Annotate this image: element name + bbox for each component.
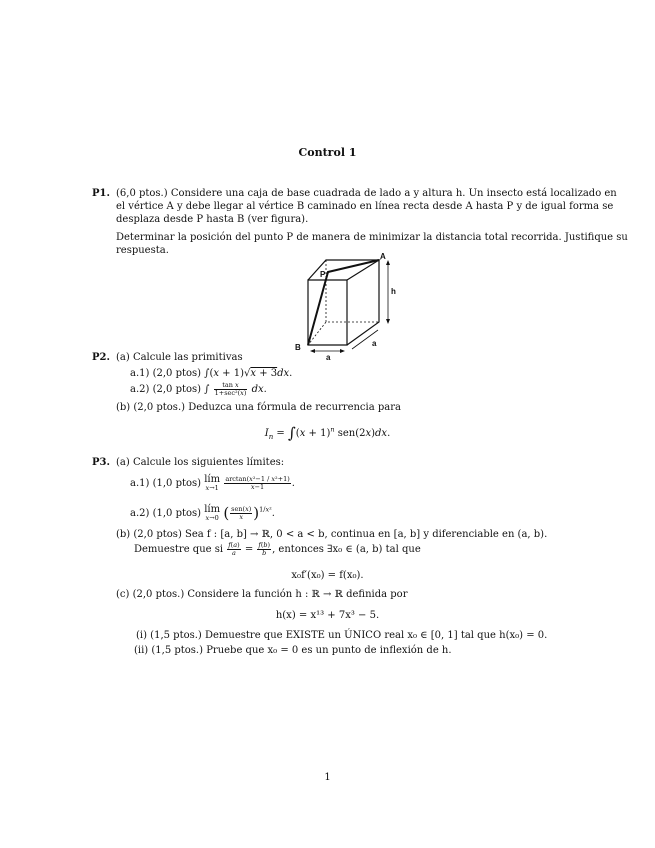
p1-text-line-5: respuesta.	[116, 245, 169, 256]
height-h-label: h	[391, 287, 396, 296]
problem-1-label: P1.	[92, 188, 110, 199]
problem-2-label: P2.	[92, 352, 110, 363]
p3-c-equation: h(x) = x¹³ + 7x³ − 5.	[275, 610, 380, 621]
p2-a1-formula: ∫(x + 1)√x + 3dx.	[204, 368, 293, 379]
side-a-label-side: a	[372, 339, 377, 348]
p2-part-b-heading: (b) (2,0 ptos.) Deduzca una fórmula de recurrencia para	[116, 402, 401, 413]
p1-text-line-3: desplaza desde P hasta B (ver figura).	[116, 214, 309, 225]
document-title: Control 1	[298, 146, 357, 159]
p3-b-prefix: Demuestre que si	[134, 543, 224, 555]
p3-a2-limit: lím x→0	[204, 504, 221, 523]
p3-b-suffix: , entonces ∃x₀ ∈ (a, b) tal que	[272, 543, 421, 555]
p3-a1-prefix: a.1) (1,0 ptos)	[130, 477, 202, 489]
p2-part-a-heading: (a) Calcule las primitivas	[116, 352, 243, 363]
p3-part-a-heading: (a) Calcule los siguientes límites:	[116, 457, 285, 468]
box-figure	[290, 250, 400, 360]
p3-a1-fraction: $\frac{\text{arctan(x²−1 / x²+1)}}{x-1}$	[225, 474, 290, 491]
p2-a2-formula: ∫ $\frac{\text{tan x}}{\text{1+sec²(x)}}$ dx.	[204, 381, 267, 397]
p3-a2-item: a.2) (1,0 ptos) lím x→0 ( $\frac{\text{sen(x)}}{x}$ )$^{1/x^2}$.	[130, 504, 275, 523]
p3-a1-limit: lím x→1	[204, 474, 221, 492]
p3-part-b-line-1: (b) (2,0 ptos) Sea f : [a, b] → ℝ, 0 < a < b, continua en [a, b] y diferenciable en (a, b).	[116, 529, 548, 540]
p3-b-equation: x₀f′(x₀) = f(x₀).	[291, 570, 364, 581]
p3-part-b-line-2: Demuestre que si $\frac{f(a)}{a}$ = $\frac{f(b)}{b}$ , entonces ∃x₀ ∈ (a, b) tal que	[134, 541, 421, 557]
p1-text-line-4: Determinar la posición del punto P de manera de minimizar la distancia total recorrida. Justifique su	[116, 232, 628, 243]
p2-recurrence-equation: $I_n = \int(x + 1)^n$ sen(2x)dx.	[264, 424, 391, 442]
vertex-A-label: A	[380, 252, 386, 261]
p1-text-line-2: el vértice A y debe llegar al vértice B caminado en línea recta desde A hasta P y de igual forma se	[116, 201, 614, 212]
p3-part-c-line-1: (c) (2,0 ptos.) Considere la función h : ℝ → ℝ definida por	[116, 589, 408, 600]
side-a-label-front: a	[326, 353, 331, 360]
point-P-label: P	[320, 270, 326, 279]
page-number: 1	[324, 772, 331, 783]
p3-c-ii-item: (ii) (1,5 ptos.) Pruebe que x₀ = 0 es un punto de inflexión de h.	[134, 645, 452, 656]
p2-a1-prefix: a.1) (2,0 ptos)	[130, 368, 202, 379]
p2-a1-item	[130, 368, 292, 381]
p2-a2-prefix: a.2) (2,0 ptos)	[130, 383, 202, 395]
p3-a1-item: a.1) (1,0 ptos) lím x→1 $\frac{\text{arctan(x²−1 / x²+1)}}{x-1}$ .	[130, 474, 295, 492]
p3-c-i-item: (i) (1,5 ptos.) Demuestre que EXISTE un ÚNICO real x₀ ∈ [0, 1] tal que h(x₀) = 0.	[136, 630, 548, 641]
problem-3-label: P3.	[92, 457, 110, 468]
p1-text-line-1: (6,0 ptos.) Considere una caja de base cuadrada de lado a y altura h. Un insecto está localizado en	[116, 188, 617, 199]
vertex-B-label: B	[295, 343, 301, 352]
p3-a2-prefix: a.2) (1,0 ptos)	[130, 507, 202, 519]
p2-a2-item	[130, 382, 267, 397]
